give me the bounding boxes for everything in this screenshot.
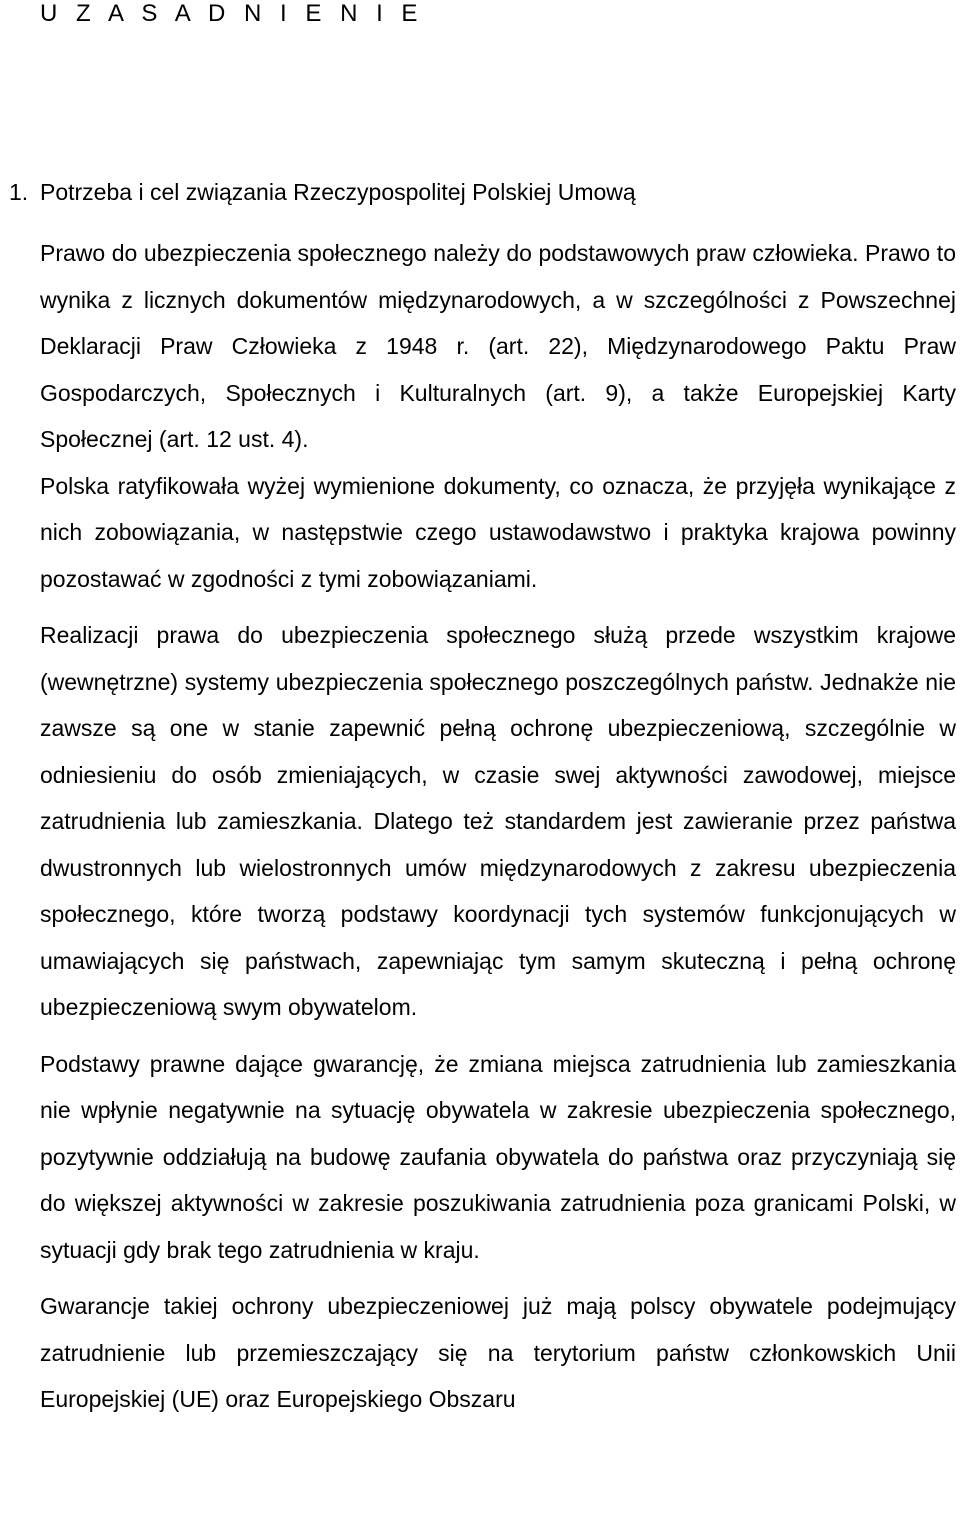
section-title: Potrzeba i cel związania Rzeczypospolitej Polskiej Umową xyxy=(40,179,636,205)
document-body xyxy=(40,230,956,1423)
page-title: U Z A S A D N I E N I E xyxy=(40,0,424,27)
paragraph: Realizacji prawa do ubezpieczenia społecznego służą przede wszystkim krajowe (wewnętrzne) systemy ubezpieczenia społecznego poszczególnych państw. Jednakże nie zawsze są one w stanie zapewnić pełną ochronę ubezpieczeniową, szczególnie w odniesieniu do osób zmieniających, w czasie swej aktywności zawodowej, miejsce zatrudnienia lub zamieszkania. Dlatego też standardem jest zawieranie przez państwa dwustronnych lub wielostronnych umów międzynarodowych z zakresu ubezpieczenia społecznego, które tworzą podstawy koordynacji tych systemów funkcjonujących w umawiających się państwach, zapewniając tym samym skuteczną i pełną ochronę ubezpieczeniową swym obywatelom. xyxy=(40,622,956,1020)
section-number: 1. xyxy=(9,179,29,205)
paragraph: Gwarancje takiej ochrony ubezpieczeniowej już mają polscy obywatele podejmujący zatrudnienie lub przemieszczający się na terytorium państw członkowskich Unii Europejskiej (UE) oraz Europejskiego Obszaru xyxy=(40,1293,956,1412)
paragraph: Polska ratyfikowała wyżej wymienione dokumenty, co oznacza, że przyjęła wynikające z nich zobowiązania, w następstwie czego ustawodawstwo i praktyka krajowa powinny pozostawać w zgodności z tymi zobowiązaniami. xyxy=(40,472,956,592)
paragraph: Podstawy prawne dające gwarancję, że zmiana miejsca zatrudnienia lub zamieszkania nie wpłynie negatywnie na sytuację obywatela w zakresie ubezpieczenia społecznego, pozytywnie oddziałują na budowę zaufania obywatela do państwa oraz przyczyniają się do większej aktywności w zakresie poszukiwania zatrudnienia poza granicami Polski, w sytuacji gdy brak tego zatrudnienia w kraju. xyxy=(40,1050,956,1263)
paragraph: Prawo do ubezpieczenia społecznego należy do podstawowych praw człowieka. Prawo to wynika z licznych dokumentów międzynarodowych, a w szczególności z Powszechnej Deklaracji Praw Człowieka z 1948 r. (art. 22), Międzynarodowego Paktu Praw Gospodarczych, Społecznych i Kulturalnych (art. 9), a także Europejskiej Karty Społecznej (art. 12 ust. 4). xyxy=(40,240,956,452)
